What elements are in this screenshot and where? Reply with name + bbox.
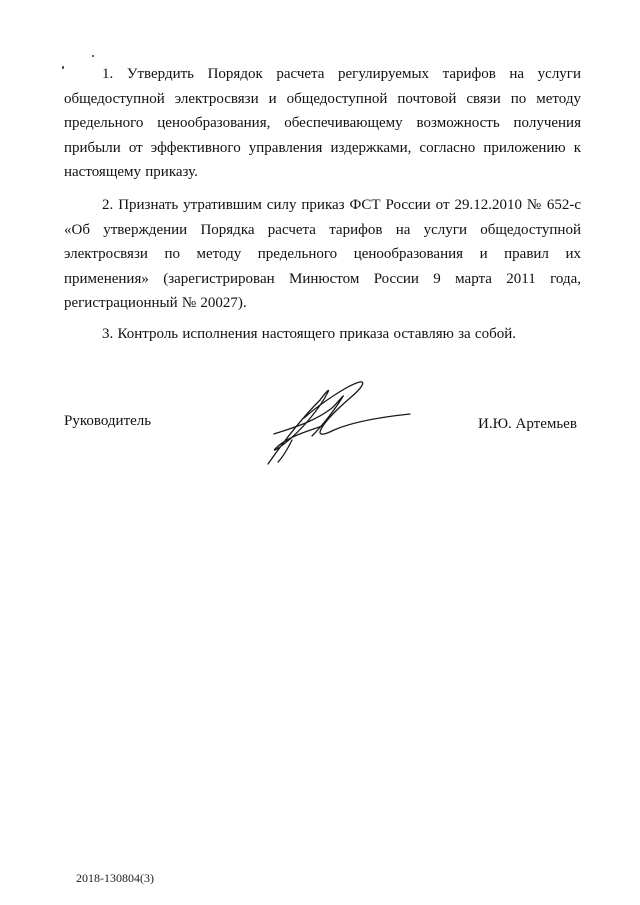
handwritten-signature [262, 378, 414, 470]
signatory-name: И.Ю. Артемьев [478, 416, 577, 432]
paragraph-2: 2. Признать утратившим силу приказ ФСТ России от 29.12.2010 № 652-с «Об утверждении Порядка расчета тарифов на услуги общедоступной электросвязи по методу предельного ценообразования и правил их применения» (зарегистрирован Минюстом России 9 марта 2011 года, регистрационный № 20027). [64, 197, 581, 311]
paragraph-1: 1. Утвердить Порядок расчета регулируемых тарифов на услуги общедоступной электросвязи и общедоступной почтовой связи по методу предельного ценообразования, обеспечивающему возможность получения прибыли от эффективного управления издержками, согласно приложению к настоящему приказу. [64, 66, 581, 180]
signatory-title: Руководитель [64, 413, 152, 429]
document-code: 2018-130804(3) [76, 871, 154, 885]
paragraph-3: 3. Контроль исполнения настоящего приказа оставляю за собой. [102, 326, 517, 342]
scan-speck [92, 55, 94, 57]
